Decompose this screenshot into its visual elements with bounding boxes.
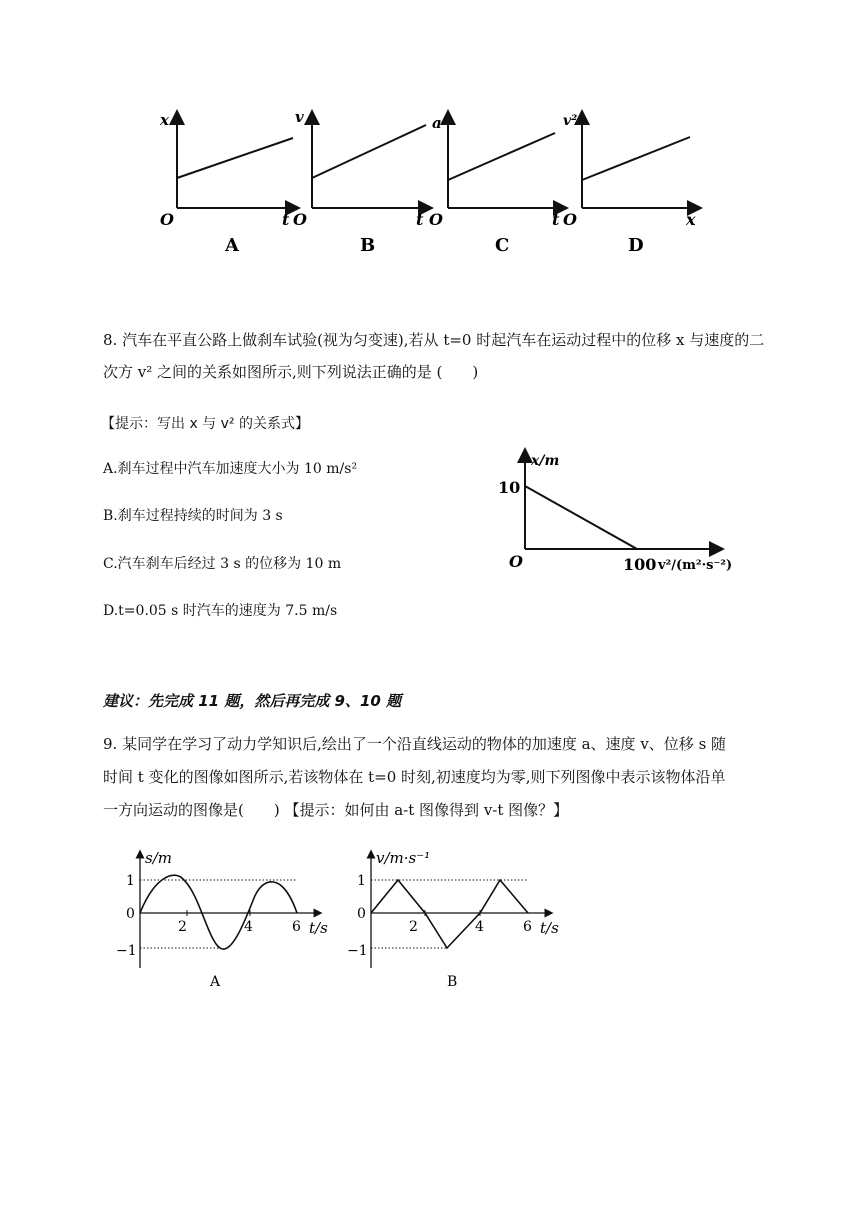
q8-line1: 8. 汽车在平直公路上做刹车试验(视为匀变速),若从 t=0 时起汽车在运动过程中的位移 x 与速度的二: [103, 331, 765, 349]
q9-graph-a-option: A: [210, 974, 221, 990]
graph-a-line: [177, 138, 293, 178]
graph-a-ylabel: x: [160, 111, 169, 129]
q9-graph-b-polyline: [371, 880, 528, 948]
q9-graph-b: [343, 848, 568, 993]
q8-hint: 【提示：写出 x 与 v² 的关系式】: [101, 416, 309, 432]
q8-option-c: C.汽车刹车后经过 3 s 的位移为 10 m: [103, 556, 342, 572]
q9-graph-b-ytick-1: 1: [357, 873, 366, 889]
graph-c-ylabel: a: [432, 114, 442, 132]
q9-graph-b-ylabel: v/m·s⁻¹: [376, 849, 431, 867]
q9-graph-a-ytick-0: 0: [126, 906, 135, 922]
q9-graph-a-xlabel: t/s: [309, 919, 328, 937]
q9-graph-b-xtick-2: 2: [409, 919, 418, 935]
q8-graph-line: [525, 486, 637, 549]
graph-b-origin: O: [293, 210, 307, 229]
q8-graph-origin: O: [509, 552, 523, 571]
q7-graphs: [150, 105, 710, 265]
q8-graph-ylabel: x/m: [531, 453, 560, 469]
graph-d-xlabel: x: [686, 210, 696, 229]
q9-graph-a-xtick-6: 6: [292, 919, 301, 935]
q9-graph-b-xtick-6: 6: [523, 919, 532, 935]
graph-b-option: B: [360, 235, 376, 256]
graph-c-origin: O: [429, 210, 443, 229]
q9-graph-a-curve: [140, 875, 297, 949]
graph-d-option: D: [628, 235, 644, 256]
graph-c-line: [448, 133, 555, 180]
q8-option-a: A.刹车过程中汽车加速度大小为 10 m/s²: [103, 461, 358, 477]
q8-graph: [495, 445, 745, 580]
q9-graph-b-ytick-0: 0: [357, 906, 366, 922]
q9-line1: 9. 某同学在学习了动力学知识后,绘出了一个沿直线运动的物体的加速度 a、速度 v、位移 s 随: [103, 735, 727, 753]
graph-a-xlabel: t: [282, 210, 290, 229]
graph-c-xlabel: t: [552, 210, 560, 229]
q9-graph-b-ytick-neg1: −1: [347, 943, 368, 959]
q9-graph-a-ytick-neg1: −1: [116, 943, 137, 959]
q9-graph-b-xlabel: t/s: [540, 919, 559, 937]
q8-line2: 次方 v² 之间的关系如图所示,则下列说法正确的是 ( ): [103, 363, 479, 381]
q9-line3: 一方向运动的图像是( ) 【提示：如何由 a-t 图像得到 v-t 图像？】: [103, 801, 569, 819]
q8-graph-ytick: 10: [498, 478, 521, 497]
graph-b-xlabel: t: [416, 210, 424, 229]
q9-graph-b-xtick-4: 4: [475, 919, 484, 935]
q8-option-d: D.t=0.05 s 时汽车的速度为 7.5 m/s: [103, 603, 338, 619]
q9-graph-b-option: B: [447, 974, 458, 990]
advice-text: 建议：先完成 11 题，然后再完成 9、10 题: [103, 692, 402, 710]
q9-graph-a-ytick-1: 1: [126, 873, 135, 889]
q9-graph-a: [112, 848, 337, 993]
graph-a: [159, 111, 293, 256]
q9-graph-a-xtick-4: 4: [244, 919, 253, 935]
graph-a-origin: O: [160, 210, 174, 229]
q9-graph-a-xtick-2: 2: [178, 919, 187, 935]
q8-graph-xlabel: v²/(m²·s⁻²): [658, 558, 733, 573]
graph-d-ylabel: v²: [563, 113, 578, 129]
graph-b-line: [312, 125, 426, 178]
graph-d: [563, 113, 696, 256]
q9-line2: 时间 t 变化的图像如图所示,若该物体在 t=0 时刻,初速度均为零,则下列图像中表示该物体沿单: [103, 768, 726, 786]
graph-b-ylabel: v: [295, 108, 304, 126]
q8-option-b: B.刹车过程持续的时间为 3 s: [103, 508, 283, 524]
graph-a-option: A: [225, 235, 239, 256]
q8-graph-xtick: 100: [623, 555, 657, 574]
q9-graph-a-ylabel: s/m: [145, 849, 172, 867]
graph-c: [429, 114, 561, 256]
graph-b: [293, 108, 426, 256]
graph-c-option: C: [495, 235, 510, 256]
graph-d-origin: O: [563, 210, 577, 229]
graph-d-line: [582, 137, 690, 180]
